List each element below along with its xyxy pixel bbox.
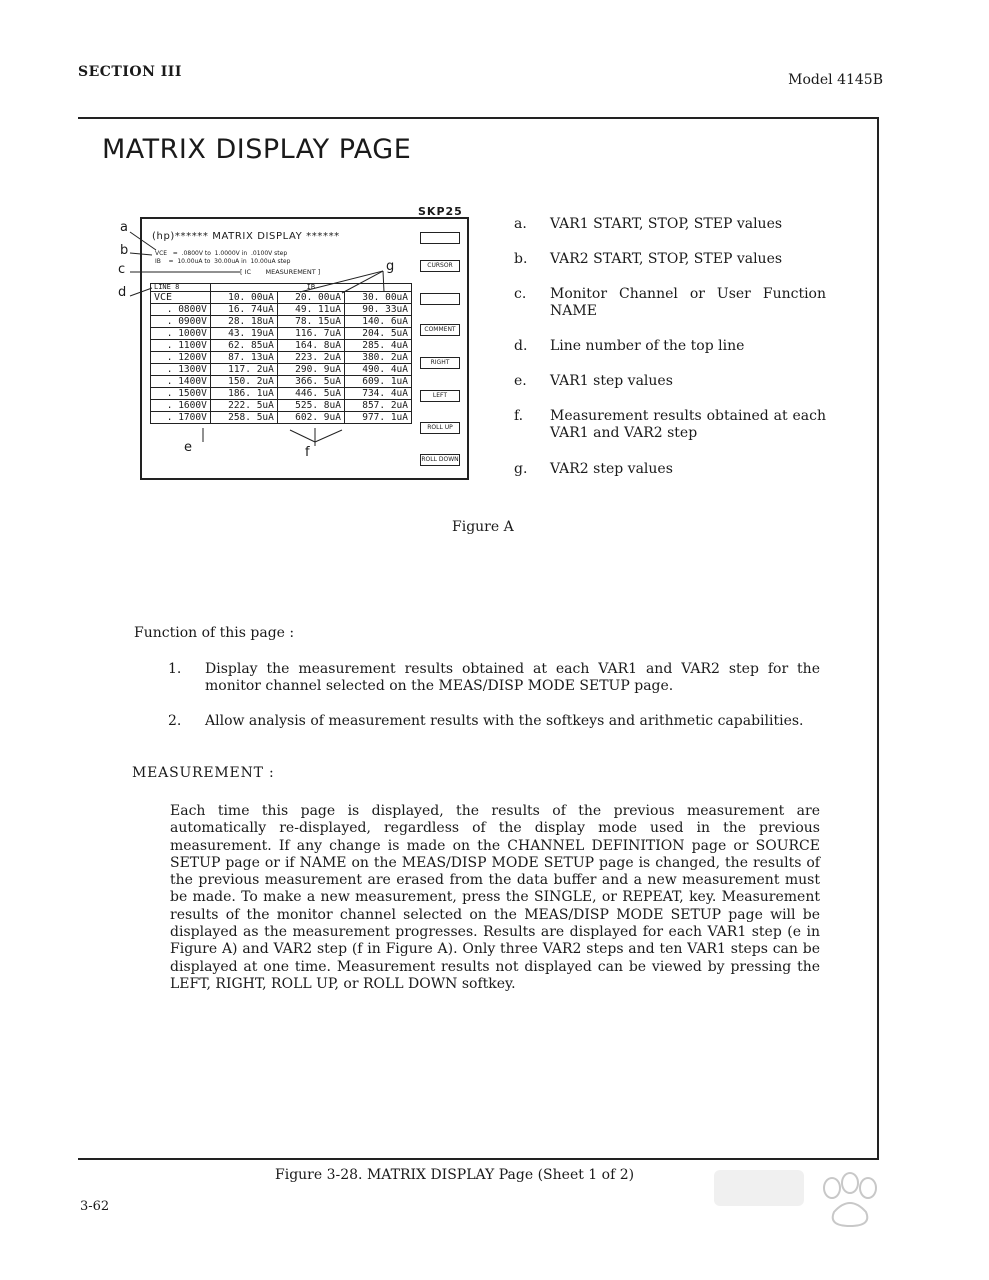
result-cell: 290. 9uA <box>277 364 344 376</box>
legend-text: Monitor Channel or User Function NAME <box>550 286 826 319</box>
line-number-label: LINE 8 <box>151 284 211 292</box>
figure-caption: Figure 3-28. MATRIX DISPLAY Page (Sheet 1 of 2) <box>275 1167 635 1183</box>
section-header: SECTION III <box>78 64 182 80</box>
callout-leader-lines <box>0 0 989 520</box>
result-cell: 602. 9uA <box>277 412 344 424</box>
var2-value: 10. 00uA <box>210 292 277 304</box>
callout-f: f <box>305 445 310 460</box>
softkey-comment: COMMENT <box>420 324 460 336</box>
result-cell: 734. 4uA <box>344 388 411 400</box>
result-cell: 525. 8uA <box>277 400 344 412</box>
legend-text: VAR1 START, STOP, STEP values <box>550 216 783 232</box>
figure-label: Figure A <box>452 519 514 535</box>
result-cell: 258. 5uA <box>210 412 277 424</box>
callout-g: g <box>386 259 395 274</box>
monitor-channel-name: [ IC MEASUREMENT ] <box>240 268 321 276</box>
var2-value: 30. 00uA <box>344 292 411 304</box>
legend-text: VAR1 step values <box>550 373 673 389</box>
var1-value: . 1600V <box>151 400 211 412</box>
legend-key: c. <box>514 286 527 302</box>
var2-value: 20. 00uA <box>277 292 344 304</box>
softkey-cursor: CURSOR <box>420 260 460 272</box>
var1-value: . 1700V <box>151 412 211 424</box>
var1-value: . 1200V <box>151 352 211 364</box>
result-cell: 857. 2uA <box>344 400 411 412</box>
result-cell: 90. 33uA <box>344 304 411 316</box>
result-cell: 43. 19uA <box>210 328 277 340</box>
result-cell: 490. 4uA <box>344 364 411 376</box>
legend-key: d. <box>514 338 528 354</box>
legend-text: VAR2 step values <box>550 461 673 477</box>
function-heading: Function of this page : <box>134 625 295 641</box>
page-title: MATRIX DISPLAY PAGE <box>102 134 412 165</box>
callout-e: e <box>184 440 192 455</box>
var1-value: . 1100V <box>151 340 211 352</box>
var1-value: . 0800V <box>151 304 211 316</box>
result-cell: 223. 2uA <box>277 352 344 364</box>
var1-name-label: VCE <box>151 292 211 304</box>
legend-key: e. <box>514 373 527 389</box>
result-cell: 380. 2uA <box>344 352 411 364</box>
result-cell: 150. 2uA <box>210 376 277 388</box>
page-number: 3-62 <box>80 1199 110 1214</box>
result-cell: 222. 5uA <box>210 400 277 412</box>
result-cell: 16. 74uA <box>210 304 277 316</box>
legend-key: g. <box>514 461 528 477</box>
result-cell: 28. 18uA <box>210 316 277 328</box>
item-number: 1. <box>168 661 182 677</box>
var2-name-label: IB <box>210 284 411 292</box>
result-cell-cursor: 116. 7uA <box>277 328 344 340</box>
legend-text: VAR2 START, STOP, STEP values <box>550 251 783 267</box>
softkey-right: RIGHT <box>420 357 460 369</box>
legend-key: b. <box>514 251 528 267</box>
result-cell: 186. 1uA <box>210 388 277 400</box>
model-header: Model 4145B <box>788 72 883 88</box>
result-cell: 204. 5uA <box>344 328 411 340</box>
var1-value: . 1500V <box>151 388 211 400</box>
result-cell: 164. 8uA <box>277 340 344 352</box>
result-cell: 62. 85uA <box>210 340 277 352</box>
item-number: 2. <box>168 713 182 729</box>
item-text: Allow analysis of measurement results with the softkeys and arithmetic capabilities. <box>205 713 804 729</box>
legend-text: Measurement results obtained at each VAR1 and VAR2 step <box>550 408 826 441</box>
result-cell: 49. 11uA <box>277 304 344 316</box>
result-cell: 446. 5uA <box>277 388 344 400</box>
result-cell: 87. 13uA <box>210 352 277 364</box>
result-cell: 609. 1uA <box>344 376 411 388</box>
legend-text: Line number of the top line <box>550 338 745 354</box>
var1-value: . 1300V <box>151 364 211 376</box>
softkey-roll-down: ROLL DOWN <box>420 454 460 466</box>
legend-key: f. <box>514 408 524 424</box>
var1-value: . 1400V <box>151 376 211 388</box>
softkey-left: LEFT <box>420 390 460 402</box>
screen-title: (hp)****** MATRIX DISPLAY ****** <box>152 231 340 242</box>
result-cell: 140. 6uA <box>344 316 411 328</box>
result-cell: 285. 4uA <box>344 340 411 352</box>
result-cell: 366. 5uA <box>277 376 344 388</box>
item-text: Display the measurement results obtained at each VAR1 and VAR2 step for the monitor channel selected on the MEAS/DISP MODE SETUP page. <box>205 661 820 694</box>
var1-value: . 1000V <box>151 328 211 340</box>
callout-d: d <box>118 285 127 300</box>
baidu-watermark-logo <box>712 1150 942 1260</box>
measurement-heading: MEASUREMENT : <box>132 765 275 781</box>
callout-a: a <box>120 220 128 235</box>
result-cell: 977. 1uA <box>344 412 411 424</box>
legend-key: a. <box>514 216 527 232</box>
result-cell: 117. 2uA <box>210 364 277 376</box>
var2-settings-line: IB = 10.00uA to 30.00uA in 10.00uA step <box>155 258 291 265</box>
softkey-roll-up: ROLL UP <box>420 422 460 434</box>
callout-b: b <box>120 243 129 258</box>
screen-id-label: SKP25 <box>418 205 463 218</box>
result-cell: 78. 15uA <box>277 316 344 328</box>
measurement-paragraph: Each time this page is displayed, the results of the previous measurement are automatically re-displayed, regardless of the display mode used in the previous measurement. If any change is made on the CHANNEL DEFINITION page or SOURCE SETUP page or if NAME on the MEAS/DISP MODE SETUP page is changed, the results of the previous measurement are erased from the data buffer and a new measurement must be made. To make a new measurement, press the SINGLE, or REPEAT, key. Measurement results of the monitor channel selected on the MEAS/DISP MODE SETUP page will be displayed as the measurement progresses. Results are displayed for each VAR1 step (e in Figure A) and VAR2 step (f in Figure A). Only three VAR2 steps and ten VAR1 steps can be displayed at one time. Measurement results not displayed can be viewed by pressing the LEFT, RIGHT, ROLL UP, or ROLL DOWN softkey. <box>170 803 820 992</box>
var1-settings-line: VCE = .0800V to 1.0000V in .0100V step <box>155 250 288 257</box>
var1-value: . 0900V <box>151 316 211 328</box>
callout-c: c <box>118 262 126 277</box>
